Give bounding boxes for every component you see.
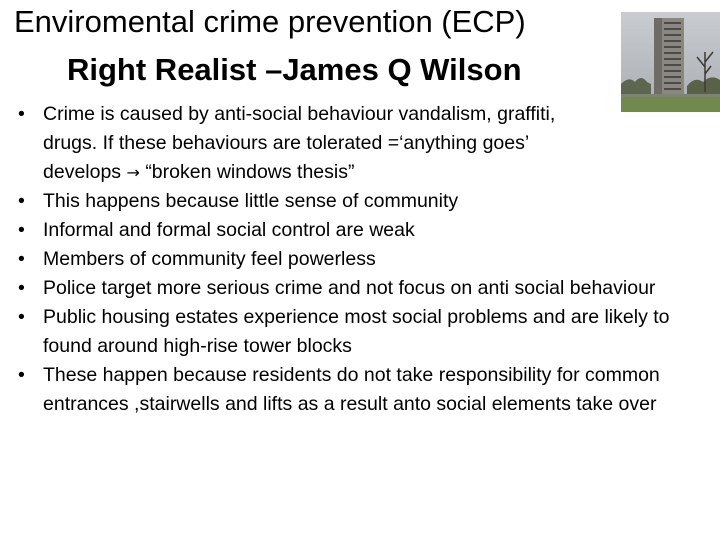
bullet-marker: • xyxy=(18,306,25,328)
bullet-text: Police target more serious crime and not focus on anti social behaviour xyxy=(43,277,656,299)
bullet-text: This happens because little sense of community xyxy=(43,190,459,212)
bullet-item xyxy=(18,274,678,303)
slide-subtitle: Right Realist –James Q Wilson xyxy=(67,52,522,87)
bullet-marker: • xyxy=(18,364,25,386)
bullet-text-line: Crime is caused by anti-social behaviour vandalism, graffiti, xyxy=(43,103,556,125)
bullet-text-line: drugs. If these behaviours are tolerated =‘anything goes’ xyxy=(43,132,530,154)
bullet-text: Public housing estates experience most social problems and are likely to found around high-rise tower blocks xyxy=(43,306,670,357)
bullet-text-fragment: develops xyxy=(43,161,122,183)
bullet-item xyxy=(18,361,678,419)
bullet-text: Informal and formal social control are weak xyxy=(43,219,415,241)
bullet-text-fragment: “broken windows thesis” xyxy=(145,161,355,183)
bullet-list xyxy=(18,100,678,419)
tower-block-image xyxy=(621,12,720,112)
arrow-right-icon: → xyxy=(126,163,140,182)
bullet-marker: • xyxy=(18,190,25,212)
bullet-item xyxy=(18,303,678,361)
bullet-marker: • xyxy=(18,103,25,125)
slide-title: Enviromental crime prevention (ECP) xyxy=(14,4,526,39)
bullet-item xyxy=(18,245,678,274)
bullet-text: Members of community feel powerless xyxy=(43,248,376,270)
bullet-marker: • xyxy=(18,277,25,299)
bullet-item xyxy=(18,216,678,245)
tower-block-photo xyxy=(621,12,720,112)
bullet-marker: • xyxy=(18,219,25,241)
bullet-item xyxy=(18,187,678,216)
bullet-marker: • xyxy=(18,248,25,270)
bullet-item xyxy=(18,100,678,187)
bullet-text: These happen because residents do not take responsibility for common entrances ,stairwells and lifts as a result anto social elements take over xyxy=(43,364,660,415)
